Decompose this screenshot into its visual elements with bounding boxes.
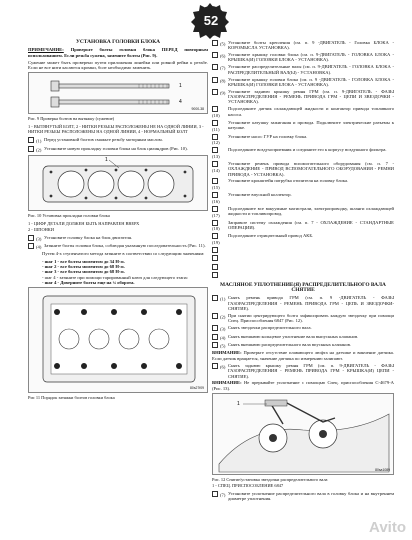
figure-10-legend-2: 2 - ШПОНКИ — [28, 226, 54, 232]
figure-11-code: 80s27f09 — [190, 385, 204, 390]
list-item: (4) Снять внешнюю кольцевое уплотнение вала выпускных клапанов. — [212, 334, 394, 341]
left-column — [28, 40, 208, 403]
list-item: (2) При снятии центрирующего болта зафиксировать каждую звездочку при помощи Спец. Приспособления 6847 (Рис. 12). — [212, 313, 394, 324]
list-item: (6) Установите крышку головки блока (см. п. 9-ДВИГАТЕЛЬ - ГОЛОВКА БЛОКА - КРЫШКА(И) ГОЛОВКИ БЛОКА - УСТАНОВКА). — [212, 52, 394, 63]
list-item: (7) Установите распределительные валы (см. п. 9-ДВИГАТЕЛЬ - ГОЛОВКА БЛОКА - РАСПРЕДЕЛИТЕЛЬНЫЙ ВАЛ(Ы) - УСТАНОВКА). — [212, 64, 394, 75]
list-item: (3) Установите головку блока на блок двигателя. — [28, 235, 208, 242]
attention-2 — [212, 380, 394, 391]
figure-11-head-bolt-order — [28, 287, 208, 393]
section-title: УСТАНОВКА ГОЛОВКИ БЛОКА — [75, 39, 161, 45]
figure-12-code: 80sa1089 — [375, 467, 390, 472]
list-item — [212, 255, 394, 262]
figure-10-caption: Рис. 10 Установка прокладки головки блока — [28, 212, 110, 218]
watermark: Avito — [369, 519, 406, 536]
list-item: (19) Подсоедините отрицательный провод АКБ. — [212, 233, 314, 246]
svg-text:1: 1 — [179, 83, 182, 90]
list-item: (4) Затяните болты головки блока, соблюдая указанную последовательность (Рис. 11). — [28, 243, 208, 250]
gasket-illustration — [29, 156, 209, 210]
note — [28, 47, 208, 58]
right-column — [212, 40, 394, 503]
list-item: (7) Установите уплотнение распределительного вала в головку блока и на внутреннем диаметре уплотнения. — [212, 491, 394, 502]
torque-step: - шаг 4 - Доверните болты еще на ¼ оборота. — [42, 279, 135, 285]
torque-step-4-intro: - шаг 4 - затяните при помощи тарированный ключ для следующего этапа: — [42, 274, 188, 280]
figure-9-bolts — [28, 72, 208, 114]
figure-11-caption: Рис 11 Порядок затяжки болтов головки блока — [28, 395, 115, 401]
list-item: (2) Установите новую прокладку головки блока на блок цилиндров (Рис. 10). — [28, 146, 208, 153]
figure-10-gasket — [28, 155, 208, 211]
svg-text:1: 1 — [237, 400, 240, 407]
list-item: (3) Снять звездочки распределительного вала. — [212, 325, 394, 332]
list-item: (13) Подсоедините воздухоприемник и соедините его к корпусу воздушного фильтра. — [212, 147, 387, 160]
list-item: (12) Установите насос ГУР на головку блока. — [212, 133, 308, 146]
list-item: (1) Перед установкой болтов смажьте резьбу моторным маслом. — [28, 137, 208, 144]
attention-1 — [212, 350, 394, 361]
torque-step: - шаг 2 - все болты моментом до 68 Н·м. — [42, 264, 125, 270]
list-item: (5) Установите болты крепления (см. п. 9 -ДВИГАТЕЛЬ - Головка БЛОКА - КОРОМЫСЛА УСТАНОВКА). — [212, 40, 394, 51]
torque-step: - шаг 3 - все болты моментом до 68 Н·м. — [42, 269, 125, 275]
svg-text:4: 4 — [179, 99, 182, 106]
list-item: (11) Установите катушку зажигания и провода. Подключите электрические разъемы к катушке. — [212, 119, 394, 132]
figure-9-caption: Рис. 9 Проверка болтов на вытяжку (сужение) — [28, 116, 115, 122]
svg-text:1: 1 — [105, 156, 108, 163]
list-item: (14) Установите ремень привода вспомогательного оборудования (см. п. 7 - ОХЛАЖДЕНИЕ - ПРИВОД ВСПОМОГАТЕЛЬНОГО ОБОРУДОВАНИЯ - РЕМНИ ПРИВОДА - УСТАНОВКА). — [212, 160, 394, 177]
list-item — [212, 272, 394, 279]
attention-text: Не прерывайте уплотнение с помощью Спец. приспособления С-4679-А (Рис. 13). — [212, 380, 394, 391]
list-item: (15) Установите кронштейн патрубка отопителя на головку блока. — [212, 178, 349, 191]
figure-9-legend: 1 - ВЫТЯНУТЫЙ БОЛТ, 2 - НИТКИ РЕЗЬБЫ РАСПОЛОЖЕНЫ НЕ НА ОДНОЙ ЛИНИИ, 3 - НИТКИ РЕЗЬБЫ РАСПОЛОЖЕНЫ НА ОДНОЙ ЛИНИИ, 4 - НОРМАЛЬНЫЙ БОЛТ — [28, 124, 204, 135]
attention-head: ВНИМАНИЕ: — [212, 350, 242, 356]
attention-head: ВНИМАНИЕ: — [212, 380, 242, 386]
figure-12-legend: 1 - СПЕЦ. ПРИСПОСОБЛЕНИЕ 6847 — [212, 482, 284, 488]
section-title-2: МАСЛЯНОЕ УПЛОТНЕНИЕ(Я) РАСПРЕДЕЛИТЕЛЬНОГО ВАЛА СНЯТИЕ — [220, 281, 386, 294]
list-item: (9) Установите заднюю крышку ремня ГРМ (см. п. 9-ДВИГАТЕЛЬ - ФАЗЫ ГАЗОРАСПРЕДЕЛЕНИЯ - РЕМЕНЬ ПРИВОДА ГРМ - ЦЕПИ И ЗВЕЗДОЧКИ - УСТАНОВКА). — [212, 89, 394, 105]
list-item: (17) Подсоедините все вакуумные магистрали, электропроводку, шланги охлаждающей жидкости и топливопровод. — [212, 205, 394, 218]
paragraph-1: Сужение может быть проверено путем приложения линейки или ровной рейки к резьбе. Если не все нити касаются кромки, болт необходимо заменить. — [28, 59, 208, 71]
note-head: ПРИМЕЧАНИЕ: — [28, 47, 64, 53]
figure-10-legend: 1 - ЦИФР ДЕТАЛИ ДОЛЖЕН БЫТЬ НАПРАВЛЕН ВВЕРХ — [28, 220, 140, 226]
list-item: (16) Установите впускной коллектор. — [212, 192, 292, 204]
list-item: (8) Установите крышку головки блока (см. п. 9 -ДВИГАТЕЛЬ - ГОЛОВКА БЛОКА - КРЫШКА(И) ГОЛОВКИ БЛОКА - УСТАНОВКА). — [212, 77, 394, 88]
cylinder-head-illustration — [29, 288, 209, 392]
list-item: (10) Подсоедините датчик охлаждающей жидкости и контактор привода топливного насоса. — [212, 106, 394, 119]
page-number: 52 — [196, 6, 226, 36]
list-item — [212, 247, 394, 254]
list-item: (1) Снять ремень привода ГРМ (см. п. 9 -ДВИГАТЕЛЬ - ФАЗЫ ГАЗОРАСПРЕДЕЛЕНИЯ - РЕМЕНЬ ПРИВОДА ГРМ - ЦЕПЬ И ЗВЕЗДОЧКИ-СНЯТИЕ). — [212, 295, 394, 311]
list-item — [212, 264, 394, 271]
bolts-illustration — [29, 73, 209, 113]
torque-step: - шаг 1 - все болты моментом до 34 Н·м. — [42, 258, 125, 264]
figure-9-code: 9000-38 — [191, 107, 204, 112]
torque-intro: Путем 4-х ступенчатого метода затяните в соответствии со следующим значениям: — [42, 251, 205, 257]
list-item: (6) Снять заднюю крышку ремня ГРМ (см. п. 9-ДВИГАТЕЛЬ - ФАЗЫ ГАЗОРАСПРЕДЕЛЕНИЯ - РЕМЕНЬ ПРИВОДА ГРМ - КРЫШКА(И) ЦЕПИ - СНЯТИЕ). — [212, 363, 394, 379]
attention-text: Проверьте отсутствие плавающего люфта на датчике и винчение датчика. Если датчик вращается, значение датчика по измерению залипают. — [212, 350, 394, 361]
list-item: (18) Заправьте систему охлаждения (см. п. 7 - ОХЛАЖДЕНИЕ - СТАНДАРТНЫЕ ОПЕРАЦИИ). — [212, 219, 394, 232]
figure-12-sprocket — [212, 393, 394, 475]
note-text: Проверьте болты головки блока ПЕРЕД повторным использованием. Если резьба сужена, замените болты (Рис. 9). — [28, 47, 208, 58]
sprocket-illustration — [213, 394, 395, 474]
figure-12-caption: Рис. 12 Снятие/установка звездочки распределительного вала — [212, 476, 328, 482]
list-item: (5) Снять внешнюю распределительного вала впускных клапанов. — [212, 342, 394, 349]
